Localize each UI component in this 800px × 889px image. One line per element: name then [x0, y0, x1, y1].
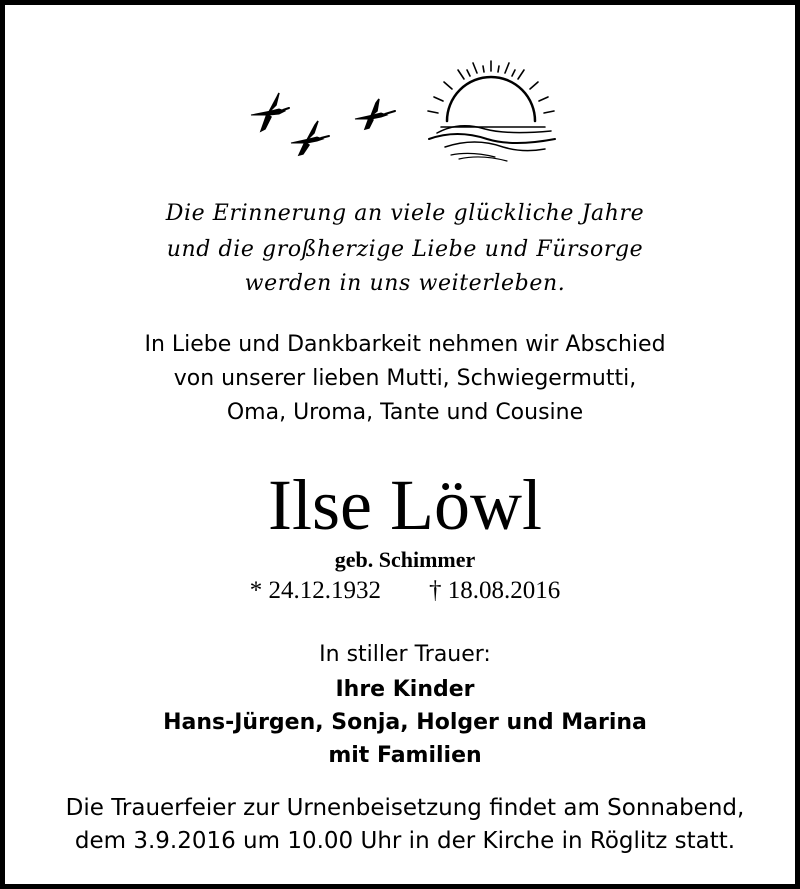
ceremony-line: Die Trauerfeier zur Urnenbeisetzung findet am Sonnabend, — [65, 795, 745, 821]
life-dates — [25, 577, 785, 605]
maiden-name: geb. Schimmer — [334, 547, 476, 572]
decoration-artwork — [245, 59, 565, 171]
flying-birds-icon — [251, 93, 395, 155]
mourning-intro: In stiller Trauer: — [319, 642, 491, 667]
deceased-name: Ilse Löwl — [268, 465, 542, 545]
farewell-line: In Liebe und Dankbarkeit nehmen wir Abschied — [144, 332, 666, 357]
farewell-line: Oma, Uroma, Tante und Cousine — [226, 400, 584, 425]
mourners-line: mit Familien — [328, 743, 482, 768]
setting-sun-icon — [428, 61, 555, 161]
quote-line: werden in uns weiterleben. — [244, 271, 566, 296]
death-date: † 18.08.2016 — [429, 577, 561, 604]
mourners-line: Ihre Kinder — [335, 677, 475, 702]
mourners-line: Hans-Jürgen, Sonja, Holger und Marina — [163, 710, 647, 735]
quote-line: Die Erinnerung an viele glückliche Jahre — [165, 201, 645, 226]
quote-line: und die großherzige Liebe und Fürsorge — [166, 237, 644, 262]
ceremony-line: dem 3.9.2016 um 10.00 Uhr in der Kirche in Röglitz statt. — [74, 828, 736, 854]
farewell-line: von unserer lieben Mutti, Schwiegermutti, — [173, 366, 637, 391]
birth-date: * 24.12.1932 — [249, 577, 381, 604]
